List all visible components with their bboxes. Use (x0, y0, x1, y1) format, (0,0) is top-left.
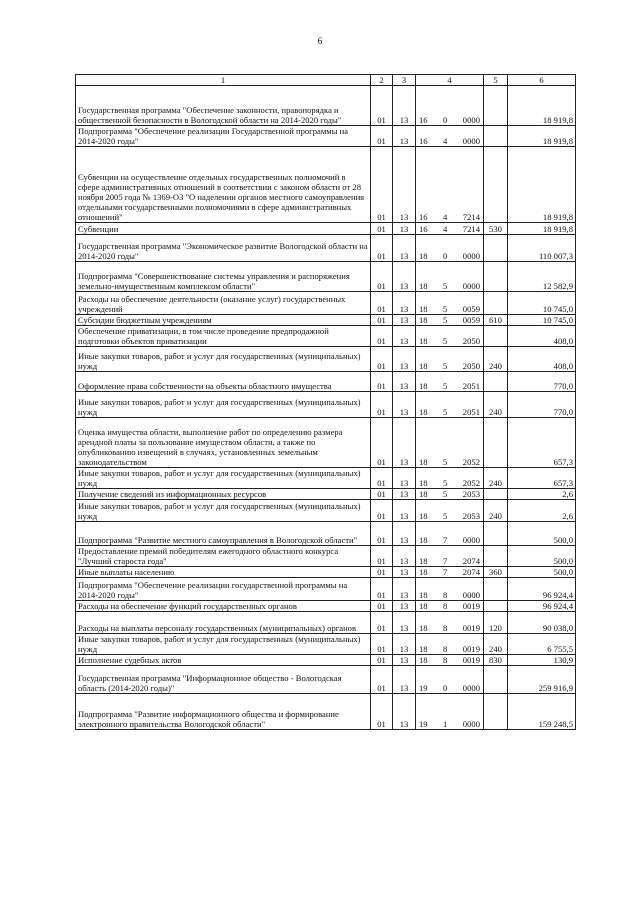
row-article-p3: 0059 (462, 315, 480, 325)
row-expense-type (484, 126, 508, 147)
row-name: Иные закупки товаров, работ и услуг для государственных (муниципальных) нужд (76, 634, 371, 655)
row-section: 01 (371, 347, 393, 372)
row-subsection: 13 (393, 392, 416, 418)
row-amount: 259 916,9 (508, 666, 576, 694)
header-col-2: 2 (371, 75, 393, 86)
row-amount: 2,6 (508, 489, 576, 500)
row-name: Субвенции на осуществление отдельных государственных полномочий в сфере административных отношений в соответствии с законом области от 28 ноября 2005 года № 1369-ОЗ "О наделении органов местного самоуправления отдельными государственными полномочиями в сфере административных отношений" (76, 147, 371, 223)
row-target-article (416, 126, 484, 147)
row-target-article (416, 500, 484, 522)
row-expense-type (484, 147, 508, 223)
row-target-article (416, 418, 484, 468)
row-amount: 500,0 (508, 567, 576, 578)
row-target-article (416, 235, 484, 262)
row-article-p3: 2052 (462, 478, 480, 488)
row-amount: 18 919,8 (508, 86, 576, 126)
row-section: 01 (371, 418, 393, 468)
row-article-p1: 18 (419, 381, 428, 391)
table-row (76, 655, 576, 666)
row-expense-type: 240 (484, 347, 508, 372)
row-section: 01 (371, 522, 393, 546)
row-amount: 159 248,5 (508, 694, 576, 730)
table-row (76, 500, 576, 522)
table-row (76, 147, 576, 223)
row-article-p1: 18 (419, 623, 428, 633)
row-section: 01 (371, 546, 393, 567)
row-target-article (416, 546, 484, 567)
row-subsection: 13 (393, 666, 416, 694)
row-name: Подпрограмма "Развитие местного самоуправления в Вологодской области" (76, 522, 371, 546)
row-name: Расходы на обеспечение деятельности (оказание услуг) государственных учреждений (76, 292, 371, 315)
budget-table (75, 74, 576, 730)
row-subsection: 13 (393, 418, 416, 468)
row-article-p2: 8 (443, 623, 448, 633)
row-name: Государственная программа "Обеспечение законности, правопорядка и общественной безопасности в Вологодской области на 2014-2020 годы" (76, 86, 371, 126)
row-expense-type: 240 (484, 634, 508, 655)
row-subsection: 13 (393, 500, 416, 522)
row-article-p3: 2050 (462, 336, 480, 346)
row-name: Получение сведений из информационных ресурсов (76, 489, 371, 500)
row-article-p1: 18 (419, 281, 428, 291)
table-row (76, 86, 576, 126)
row-target-article (416, 262, 484, 292)
row-subsection: 13 (393, 634, 416, 655)
row-name: Исполнение судебных актов (76, 655, 371, 666)
row-amount: 10 745,0 (508, 315, 576, 326)
row-target-article (416, 392, 484, 418)
table-row (76, 666, 576, 694)
row-amount: 18 919,8 (508, 147, 576, 223)
row-section: 01 (371, 567, 393, 578)
row-subsection: 13 (393, 292, 416, 315)
row-section: 01 (371, 666, 393, 694)
row-expense-type (484, 235, 508, 262)
row-article-p1: 16 (419, 212, 428, 222)
row-amount: 90 038,0 (508, 612, 576, 634)
row-article-p3: 0019 (462, 655, 480, 665)
row-amount: 110 007,3 (508, 235, 576, 262)
table-row (76, 489, 576, 500)
row-article-p1: 18 (419, 304, 428, 314)
row-article-p1: 18 (419, 361, 428, 371)
table-header-row (76, 75, 576, 86)
row-article-p1: 18 (419, 315, 428, 325)
row-article-p1: 18 (419, 511, 428, 521)
row-article-p2: 4 (443, 224, 448, 234)
row-article-p2: 4 (443, 212, 448, 222)
header-col-5: 5 (484, 75, 508, 86)
row-section: 01 (371, 126, 393, 147)
row-article-p2: 5 (443, 336, 448, 346)
row-subsection: 13 (393, 347, 416, 372)
row-expense-type: 610 (484, 315, 508, 326)
row-expense-type: 240 (484, 468, 508, 489)
row-name: Подпрограмма "Обеспечение реализации государственной программы на 2014-2020 годы" (76, 578, 371, 601)
row-target-article (416, 86, 484, 126)
row-target-article (416, 147, 484, 223)
row-name: Подпрограмма "Развитие информационного общества и формирование электронного правительства Вологодской области" (76, 694, 371, 730)
row-article-p1: 18 (419, 457, 428, 467)
row-article-p2: 7 (443, 556, 448, 566)
row-expense-type (484, 372, 508, 392)
table-row (76, 546, 576, 567)
row-amount: 96 924,4 (508, 578, 576, 601)
row-article-p1: 18 (419, 407, 428, 417)
row-subsection: 13 (393, 655, 416, 666)
row-article-p1: 18 (419, 336, 428, 346)
header-col-4: 4 (416, 75, 484, 86)
row-name: Подпрограмма "Обеспечение реализации Государственной программы на 2014-2020 годы" (76, 126, 371, 147)
row-target-article (416, 315, 484, 326)
header-col-1: 1 (76, 75, 371, 86)
row-name: Иные закупки товаров, работ и услуг для государственных (муниципальных) нужд (76, 468, 371, 489)
row-article-p1: 18 (419, 556, 428, 566)
row-subsection: 13 (393, 315, 416, 326)
row-expense-type (484, 292, 508, 315)
row-article-p2: 5 (443, 281, 448, 291)
row-article-p2: 5 (443, 315, 448, 325)
row-article-p3: 2052 (462, 457, 480, 467)
row-article-p3: 7214 (462, 212, 480, 222)
row-article-p1: 18 (419, 489, 428, 499)
row-subsection: 13 (393, 489, 416, 500)
row-section: 01 (371, 147, 393, 223)
row-target-article (416, 666, 484, 694)
table-row (76, 315, 576, 326)
page-number: 6 (317, 36, 323, 46)
row-article-p1: 18 (419, 590, 428, 600)
table-row (76, 522, 576, 546)
row-article-p3: 0000 (462, 590, 480, 600)
row-article-p3: 0000 (462, 136, 480, 146)
row-article-p3: 0000 (462, 683, 480, 693)
row-section: 01 (371, 392, 393, 418)
row-name: Государственная программа "Экономическое развитие Вологодской области на 2014-2020 годы" (76, 235, 371, 262)
row-expense-type: 360 (484, 567, 508, 578)
row-article-p3: 2050 (462, 361, 480, 371)
row-expense-type: 240 (484, 500, 508, 522)
table-row (76, 601, 576, 612)
row-article-p1: 18 (419, 655, 428, 665)
header-col-3: 3 (393, 75, 416, 86)
row-subsection: 13 (393, 578, 416, 601)
row-article-p2: 7 (443, 567, 448, 577)
row-amount: 12 582,9 (508, 262, 576, 292)
row-article-p2: 5 (443, 381, 448, 391)
row-expense-type: 830 (484, 655, 508, 666)
row-article-p3: 0000 (462, 535, 480, 545)
row-target-article (416, 634, 484, 655)
row-section: 01 (371, 468, 393, 489)
row-article-p3: 2053 (462, 489, 480, 499)
row-subsection: 13 (393, 694, 416, 730)
row-name: Субсидии бюджетным учреждениям (76, 315, 371, 326)
row-article-p1: 18 (419, 644, 428, 654)
row-section: 01 (371, 634, 393, 655)
table-row (76, 126, 576, 147)
row-expense-type: 120 (484, 612, 508, 634)
row-subsection: 13 (393, 372, 416, 392)
row-target-article (416, 567, 484, 578)
row-article-p2: 0 (443, 115, 448, 125)
row-target-article (416, 489, 484, 500)
row-target-article (416, 655, 484, 666)
row-section: 01 (371, 262, 393, 292)
row-name: Иные выплаты населению (76, 567, 371, 578)
row-name: Подпрограмма "Совершенствование системы управления и распоряжения земельно-имущественным комплексом области" (76, 262, 371, 292)
row-article-p3: 2051 (462, 407, 480, 417)
row-amount: 18 919,8 (508, 223, 576, 235)
row-section: 01 (371, 372, 393, 392)
row-expense-type: 530 (484, 223, 508, 235)
row-amount: 500,0 (508, 546, 576, 567)
row-article-p1: 16 (419, 115, 428, 125)
row-section: 01 (371, 489, 393, 500)
row-article-p2: 4 (443, 136, 448, 146)
row-target-article (416, 372, 484, 392)
row-article-p1: 16 (419, 136, 428, 146)
row-target-article (416, 694, 484, 730)
row-name: Предоставление премий победителям ежегодного областного конкурса "Лучший староста года" (76, 546, 371, 567)
row-expense-type (484, 418, 508, 468)
table-row (76, 262, 576, 292)
row-target-article (416, 292, 484, 315)
row-article-p1: 18 (419, 478, 428, 488)
row-name: Расходы на обеспечение функций государственных органов (76, 601, 371, 612)
row-article-p2: 8 (443, 590, 448, 600)
row-section: 01 (371, 292, 393, 315)
row-target-article (416, 347, 484, 372)
table-row (76, 578, 576, 601)
row-subsection: 13 (393, 147, 416, 223)
row-amount: 10 745,0 (508, 292, 576, 315)
table-row (76, 567, 576, 578)
row-target-article (416, 578, 484, 601)
row-section: 01 (371, 601, 393, 612)
row-expense-type (484, 86, 508, 126)
row-subsection: 13 (393, 601, 416, 612)
row-section: 01 (371, 315, 393, 326)
row-section: 01 (371, 655, 393, 666)
table-row (76, 347, 576, 372)
row-article-p1: 18 (419, 601, 428, 611)
row-amount: 770,0 (508, 372, 576, 392)
row-section: 01 (371, 578, 393, 601)
row-subsection: 13 (393, 522, 416, 546)
table-row (76, 235, 576, 262)
row-section: 01 (371, 326, 393, 347)
row-expense-type (484, 601, 508, 612)
row-section: 01 (371, 500, 393, 522)
row-target-article (416, 612, 484, 634)
row-name: Расходы на выплаты персоналу государственных (муниципальных) органов (76, 612, 371, 634)
row-article-p3: 0000 (462, 251, 480, 261)
row-name: Обеспечение приватизации, в том числе проведение предпродажной подготовки объектов приватизации (76, 326, 371, 347)
row-target-article (416, 468, 484, 489)
table-row (76, 418, 576, 468)
row-amount: 6 755,5 (508, 634, 576, 655)
row-article-p3: 0000 (462, 115, 480, 125)
table-row (76, 694, 576, 730)
row-article-p1: 18 (419, 567, 428, 577)
row-article-p3: 0000 (462, 281, 480, 291)
row-name: Государственная программа "Информационное общество - Вологодская область (2014-2020 годы)" (76, 666, 371, 694)
row-subsection: 13 (393, 223, 416, 235)
row-subsection: 13 (393, 86, 416, 126)
row-target-article (416, 326, 484, 347)
row-name: Оформление права собственности на объекты областного имущества (76, 372, 371, 392)
row-amount: 2,6 (508, 500, 576, 522)
row-amount: 18 919,8 (508, 126, 576, 147)
row-expense-type: 240 (484, 392, 508, 418)
row-subsection: 13 (393, 262, 416, 292)
row-article-p2: 5 (443, 511, 448, 521)
table-row (76, 468, 576, 489)
table-row (76, 292, 576, 315)
row-expense-type (484, 522, 508, 546)
row-expense-type (484, 694, 508, 730)
row-article-p2: 5 (443, 457, 448, 467)
row-article-p2: 5 (443, 407, 448, 417)
row-article-p2: 0 (443, 683, 448, 693)
row-expense-type (484, 578, 508, 601)
row-article-p2: 5 (443, 361, 448, 371)
row-name: Иные закупки товаров, работ и услуг для государственных (муниципальных) нужд (76, 347, 371, 372)
row-article-p1: 18 (419, 535, 428, 545)
row-subsection: 13 (393, 326, 416, 347)
row-article-p3: 2051 (462, 381, 480, 391)
row-article-p2: 5 (443, 478, 448, 488)
row-article-p3: 0059 (462, 304, 480, 314)
row-subsection: 13 (393, 612, 416, 634)
table-row (76, 612, 576, 634)
row-subsection: 13 (393, 546, 416, 567)
row-target-article (416, 601, 484, 612)
row-subsection: 13 (393, 567, 416, 578)
row-amount: 657,3 (508, 418, 576, 468)
table-row (76, 372, 576, 392)
row-expense-type (484, 326, 508, 347)
row-article-p3: 2074 (462, 567, 480, 577)
row-name: Иные закупки товаров, работ и услуг для государственных (муниципальных) нужд (76, 392, 371, 418)
row-article-p2: 0 (443, 251, 448, 261)
row-section: 01 (371, 86, 393, 126)
row-article-p3: 2053 (462, 511, 480, 521)
row-amount: 770,0 (508, 392, 576, 418)
row-expense-type (484, 666, 508, 694)
row-article-p1: 19 (419, 719, 428, 729)
row-target-article (416, 223, 484, 235)
row-article-p2: 5 (443, 304, 448, 314)
row-amount: 96 924,4 (508, 601, 576, 612)
row-article-p3: 7214 (462, 224, 480, 234)
table-row (76, 392, 576, 418)
row-article-p3: 0019 (462, 644, 480, 654)
table-row (76, 326, 576, 347)
row-article-p2: 8 (443, 655, 448, 665)
row-expense-type (484, 489, 508, 500)
row-article-p2: 7 (443, 535, 448, 545)
row-expense-type (484, 262, 508, 292)
row-amount: 500,0 (508, 522, 576, 546)
row-section: 01 (371, 694, 393, 730)
row-article-p1: 16 (419, 224, 428, 234)
row-target-article (416, 522, 484, 546)
row-article-p2: 8 (443, 644, 448, 654)
row-article-p2: 1 (443, 719, 448, 729)
row-amount: 130,9 (508, 655, 576, 666)
row-article-p3: 0000 (462, 719, 480, 729)
header-col-6: 6 (508, 75, 576, 86)
row-subsection: 13 (393, 468, 416, 489)
row-name: Оценка имущества области, выполнение работ по определению размера арендной платы за пользование имуществом области, а также по опубликованию извещений в случаях, установленных земельным законодательством (76, 418, 371, 468)
row-expense-type (484, 546, 508, 567)
row-article-p2: 8 (443, 601, 448, 611)
row-article-p3: 0019 (462, 623, 480, 633)
row-section: 01 (371, 235, 393, 262)
row-name: Иные закупки товаров, работ и услуг для государственных (муниципальных) нужд (76, 500, 371, 522)
row-name: Субвенции (76, 223, 371, 235)
table-row (76, 634, 576, 655)
row-section: 01 (371, 223, 393, 235)
row-subsection: 13 (393, 126, 416, 147)
row-article-p3: 0019 (462, 601, 480, 611)
table-row (76, 223, 576, 235)
row-amount: 408,0 (508, 347, 576, 372)
row-subsection: 13 (393, 235, 416, 262)
row-article-p3: 2074 (462, 556, 480, 566)
row-section: 01 (371, 612, 393, 634)
row-article-p2: 5 (443, 489, 448, 499)
row-amount: 408,0 (508, 326, 576, 347)
row-article-p1: 19 (419, 683, 428, 693)
row-article-p1: 18 (419, 251, 428, 261)
row-amount: 657,3 (508, 468, 576, 489)
